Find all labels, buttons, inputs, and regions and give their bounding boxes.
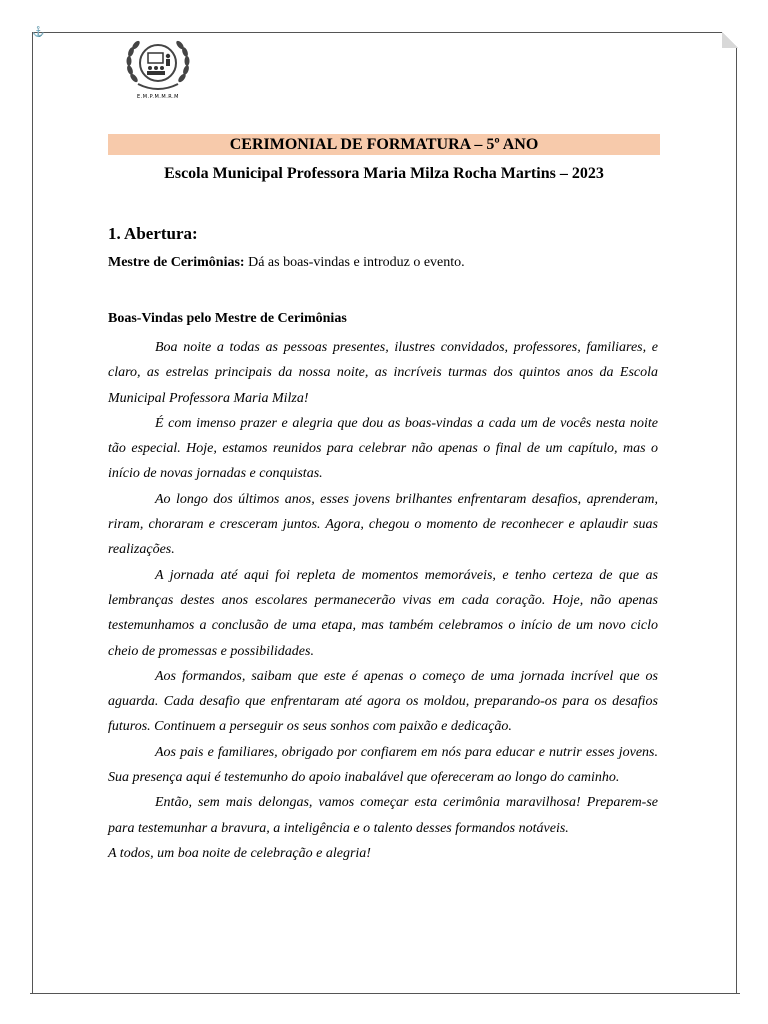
speech-paragraph: Aos formandos, saibam que este é apenas o começo de uma jornada incrível que os aguarda. Cada desafio que enfrentaram até agora os moldou, preparando-os para os desafios futuros. Continuem a perseguir os seus sonhos com paixão e dedicação. (108, 668, 658, 735)
speech-paragraph: Boa noite a todas as pessoas presentes, ilustres convidados, professores, familiares, e claro, as estrelas principais da nossa noite, as incríveis turmas dos quintos anos da Escola Municipal Professora Maria Milza! (108, 340, 658, 406)
speech-paragraph: A jornada até aqui foi repleta de momentos memoráveis, e tenho certeza de que as lembranças destes anos escolares permanecerão vivas em cada coração. Hoje, não apenas testemunhamos a conclusão de uma etapa, mas também celebramos o início de um novo ciclo cheio de promessas e possibilidades. (108, 567, 658, 659)
section-title: 1. Abertura: (108, 224, 198, 243)
page-fold-corner (722, 32, 738, 48)
speech-paragraph: Aos pais e familiares, obrigado por confiarem em nós para educar e nutrir esses jovens. Sua presença aqui é testemunho do apoio inabalável que ofereceram ao longo do caminho. (108, 744, 658, 786)
mc-description (108, 255, 465, 271)
logo-caption: E.M.P.M.M.R.M (137, 94, 179, 100)
mc-label: Mestre de Cerimônias: (108, 255, 245, 270)
document-title: CERIMONIAL DE FORMATURA – 5º ANO (108, 134, 660, 155)
anchor-icon: ⚓ (32, 27, 45, 38)
school-logo (124, 38, 192, 104)
welcome-speech (108, 335, 658, 866)
speech-closing: A todos, um boa noite de celebração e alegria! (108, 845, 371, 861)
laurel-emblem-icon (124, 38, 192, 92)
speech-paragraph: Então, sem mais delongas, vamos começar esta cerimônia maravilhosa! Preparem-se para testemunhar a bravura, a inteligência e o talento desses formandos notáveis. (108, 795, 658, 836)
speech-paragraph: É com imenso prazer e alegria que dou as boas-vindas a cada um de vocês nesta noite tão especial. Hoje, estamos reunidos para celebrar não apenas o final de um capítulo, mas o início de novas jornadas e conquistas. (108, 415, 658, 482)
page-bottom-edge (30, 993, 740, 994)
speech-paragraph: Ao longo dos últimos anos, esses jovens brilhantes enfrentaram desafios, aprenderam, riram, choraram e cresceram juntos. Agora, chegou o momento de reconhecer e aplaudir suas realizações. (108, 491, 658, 558)
school-subtitle: Escola Municipal Professora Maria Milza Rocha Martins – 2023 (164, 165, 604, 182)
mc-text: Dá as boas-vindas e introduz o evento. (244, 255, 465, 270)
welcome-heading: Boas-Vindas pelo Mestre de Cerimônias (108, 311, 347, 326)
